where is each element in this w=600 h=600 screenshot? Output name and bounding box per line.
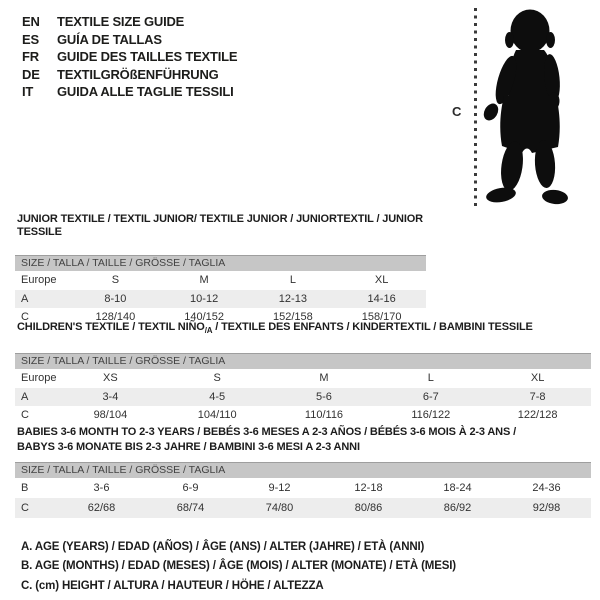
size-cell: M: [199, 274, 209, 287]
table-row: [15, 290, 426, 309]
table-row: [15, 369, 591, 388]
table-row: [15, 271, 426, 290]
language-code: DE: [22, 66, 40, 82]
table-row: [15, 478, 591, 498]
size-header-bar: SIZE / TALLA / TAILLE / GRÖSSE / TAGLIA: [15, 462, 591, 478]
size-cell: XL: [530, 372, 545, 385]
size-cell: L: [427, 372, 434, 385]
language-label: TEXTILGRÖßENFÜHRUNG: [57, 66, 219, 82]
babies-table-title: [15, 425, 591, 455]
row-label: A: [21, 390, 29, 403]
size-cell: 4-5: [209, 390, 226, 403]
language-row: [22, 83, 237, 101]
size-header-bar: SIZE / TALLA / TAILLE / GRÖSSE / TAGLIA: [15, 255, 426, 271]
size-cell: XL: [374, 274, 389, 287]
height-label: C: [452, 104, 462, 119]
language-label: GUÍA DE TALLAS: [57, 31, 162, 47]
size-cell: 152/158: [272, 311, 313, 324]
language-code: ES: [22, 31, 39, 47]
height-dotted-line: [474, 8, 477, 206]
language-code: EN: [22, 14, 40, 30]
size-cell: 18-24: [443, 482, 472, 494]
row-label: C: [21, 502, 29, 514]
size-cell: 122/128: [517, 409, 558, 422]
children-table: [15, 321, 591, 425]
table-row: [15, 498, 591, 518]
size-cell: 98/104: [93, 409, 128, 422]
size-cell: 5-6: [316, 390, 332, 403]
legend-line-c: C. (cm) HEIGHT / ALTURA / HAUTEUR / HÖHE / ALTEZZA: [21, 579, 324, 592]
language-row: [22, 31, 237, 49]
row-label: C: [21, 409, 29, 422]
size-cell: 86/92: [443, 502, 472, 514]
children-title-post: / TEXTILE DES ENFANTS / KINDERTEXTIL / BAMBINI TESSILE: [212, 321, 533, 333]
table-row: [15, 406, 591, 425]
size-cell: 92/98: [532, 502, 561, 514]
size-cell: 6-9: [182, 482, 199, 494]
babies-title-line2: BABYS 3-6 MONATE BIS 2-3 JAHRE / BAMBINI 3-6 MESI A 2-3 ANNI: [17, 441, 360, 453]
row-label: Europe: [21, 372, 57, 385]
legend: [21, 538, 456, 596]
size-cell: 9-12: [268, 482, 291, 494]
language-label: TEXTILE SIZE GUIDE: [57, 14, 185, 30]
size-cell: 128/140: [95, 311, 136, 324]
size-cell: XS: [103, 372, 118, 385]
children-title-sub: /A: [204, 326, 213, 336]
row-label: B: [21, 482, 29, 494]
size-cell: 3-4: [102, 390, 119, 403]
legend-line-a: A. AGE (YEARS) / EDAD (AÑOS) / ÂGE (ANS) / ALTER (JAHRE) / ETÀ (ANNI): [21, 541, 425, 553]
size-cell: 116/122: [411, 409, 451, 422]
size-cell: 24-36: [532, 482, 561, 494]
size-cell: S: [213, 372, 221, 385]
language-code: IT: [22, 84, 34, 100]
size-cell: 62/68: [87, 502, 116, 514]
size-cell: 12-18: [354, 482, 383, 494]
size-header-bar: SIZE / TALLA / TAILLE / GRÖSSE / TAGLIA: [15, 353, 591, 369]
size-cell: 3-6: [93, 482, 110, 494]
size-cell: 10-12: [190, 292, 219, 305]
language-label: GUIDA ALLE TAGLIE TESSILI: [57, 84, 234, 100]
size-cell: 74/80: [265, 502, 294, 514]
size-cell: M: [319, 372, 329, 385]
children-table-title: [15, 321, 591, 337]
babies-title-line1: BABIES 3-6 MONTH TO 2-3 YEARS / BEBÉS 3-6 MESES A 2-3 AÑOS / BÉBÉS 3-6 MOIS À 2-3 ANS /: [17, 426, 516, 438]
language-row: [22, 13, 237, 31]
table-row: [15, 388, 591, 407]
size-cell: 158/170: [361, 311, 402, 324]
size-cell: 7-8: [529, 390, 546, 403]
language-label: GUIDE DES TAILLES TEXTILE: [57, 49, 238, 65]
junior-table-title: JUNIOR TEXTILE / TEXTIL JUNIOR/ TEXTILE JUNIOR / JUNIORTEXTIL / JUNIOR TESSILE: [17, 213, 423, 238]
size-cell: 68/74: [176, 502, 205, 514]
legend-line-b: B. AGE (MONTHS) / EDAD (MESES) / ÂGE (MOIS) / ALTER (MONATE) / ETÀ (MESI): [21, 560, 456, 573]
row-label: A: [21, 292, 29, 305]
size-cell: L: [289, 274, 296, 287]
size-cell: 14-16: [367, 292, 396, 305]
language-row: [22, 66, 237, 84]
size-cell: 6-7: [422, 390, 439, 403]
size-cell: 140/152: [184, 311, 224, 324]
language-title-block: [22, 13, 237, 101]
size-cell: 80/86: [354, 502, 383, 514]
size-cell: 110/116: [304, 409, 344, 422]
toddler-silhouette-icon: [482, 6, 580, 206]
size-cell: S: [111, 274, 120, 287]
size-cell: 8-10: [104, 292, 127, 305]
language-row: [22, 48, 237, 66]
children-title-pre: CHILDREN'S TEXTILE / TEXTIL NIÑO: [17, 321, 205, 333]
language-code: FR: [22, 49, 39, 65]
size-cell: 12-13: [278, 292, 307, 305]
babies-table: [15, 425, 591, 518]
row-label: C: [21, 311, 29, 324]
size-cell: 104/110: [197, 409, 237, 422]
junior-table: [15, 213, 426, 327]
row-label: Europe: [21, 274, 57, 287]
